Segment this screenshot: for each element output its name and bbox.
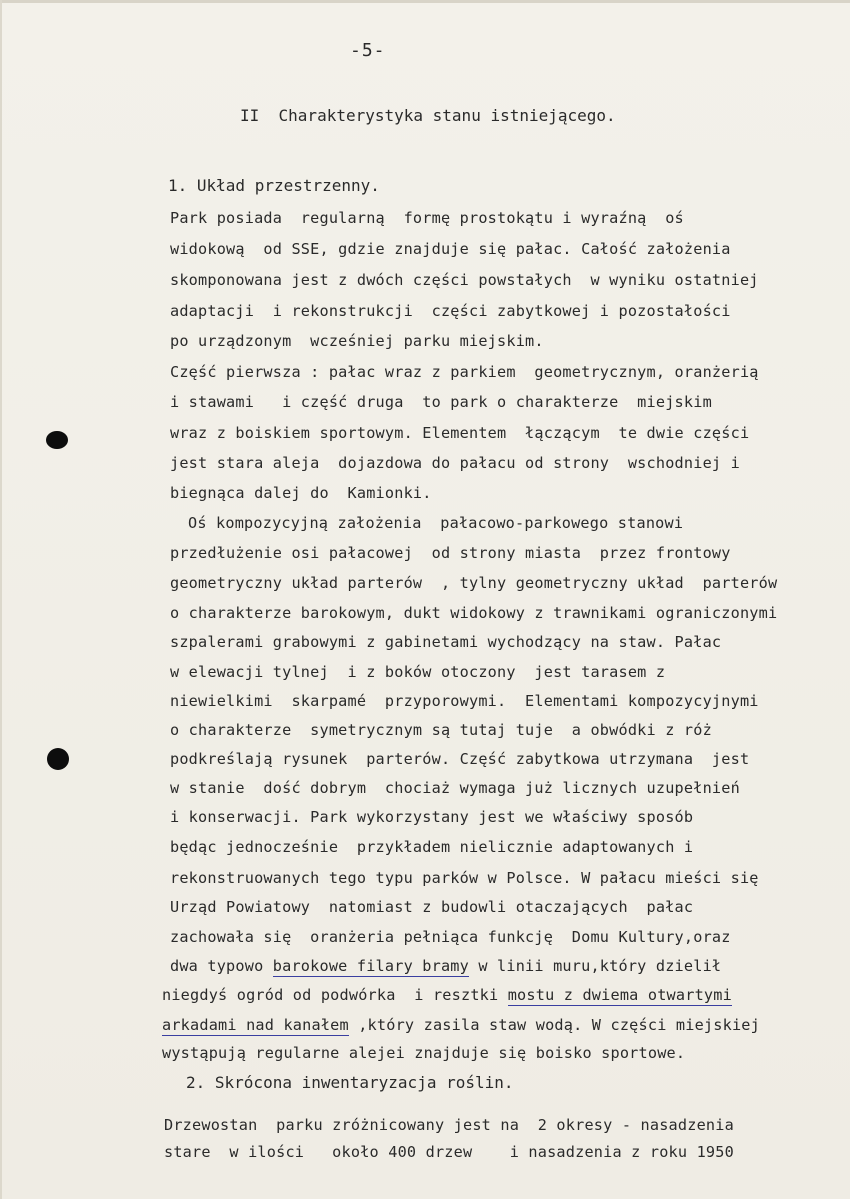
text-line: Urząd Powiatowy natomiast z budowli otaczających pałac <box>170 898 694 916</box>
text-segment: dwa typowo <box>170 957 273 975</box>
text-line: Park posiada regularną formę prostokątu i wyraźną oś <box>170 209 684 227</box>
section-title-1: 1. Układ przestrzenny. <box>168 176 380 195</box>
text-line: po urządzonym wcześniej parku miejskim. <box>170 332 544 350</box>
text-line: zachowała się oranżeria pełniąca funkcję Domu Kultury,oraz <box>170 928 731 946</box>
text-segment: w linii muru,który dzielił <box>469 957 722 975</box>
text-line: będąc jednocześnie przykładem nielicznie adaptowanych i <box>170 838 694 856</box>
text-line: wraz z boiskiem sportowym. Elementem łączącym te dwie części <box>170 424 750 442</box>
punch-hole-upper <box>46 431 68 449</box>
text-line-barokowe <box>170 957 721 975</box>
text-line: jest stara aleja dojazdowa do pałacu od strony wschodniej i <box>170 454 740 472</box>
text-line: rekonstruowanych tego typu parków w Polsce. W pałacu mieści się <box>170 869 759 887</box>
text-segment: niegdyś ogród od podwórka i resztki <box>162 986 508 1004</box>
page-edge-left <box>0 0 2 1199</box>
text-line: szpalerami grabowymi z gabinetami wychodzący na staw. Pałac <box>170 633 722 651</box>
text-line: stare w ilości około 400 drzew i nasadzenia z roku 1950 <box>164 1143 734 1161</box>
punch-hole-lower <box>47 748 69 770</box>
chapter-heading: II Charakterystyka stanu istniejącego. <box>240 106 616 125</box>
text-line: widokową od SSE, gdzie znajduje się pałac. Całość założenia <box>170 240 731 258</box>
text-line: niewielkimi skarpamé przyporowymi. Elementami kompozycyjnymi <box>170 692 759 710</box>
text-line-arkadami <box>162 1016 760 1034</box>
text-line: geometryczny układ parterów , tylny geometryczny układ parterów <box>170 574 778 592</box>
text-segment: ,który zasila staw wodą. W części miejskiej <box>348 1016 760 1034</box>
section-title-2: 2. Skrócona inwentaryzacja roślin. <box>186 1073 514 1092</box>
text-line: w elewacji tylnej i z boków otoczony jest tarasem z <box>170 663 666 681</box>
underlined-barokowe-filary-bramy: barokowe filary bramy <box>272 957 469 975</box>
text-line: adaptacji i rekonstrukcji części zabytkowej i pozostałości <box>170 302 731 320</box>
text-line: i konserwacji. Park wykorzystany jest we właściwy sposób <box>170 808 694 826</box>
text-line: Oś kompozycyjną założenia pałacowo-parkowego stanowi <box>188 514 684 532</box>
text-line-mostu <box>162 986 732 1004</box>
page-number: -5- <box>350 40 386 61</box>
text-line: biegnąca dalej do Kamionki. <box>170 484 432 502</box>
text-line: skomponowana jest z dwóch części powstałych w wyniku ostatniej <box>170 271 759 289</box>
text-line: Część pierwsza : pałac wraz z parkiem geometrycznym, oranżerią <box>170 363 759 381</box>
text-line: o charakterze barokowym, dukt widokowy z trawnikami ograniczonymi <box>170 604 778 622</box>
text-line: o charakterze symetrycznym są tutaj tuje a obwódki z róż <box>170 721 712 739</box>
text-line: podkreślają rysunek parterów. Część zabytkowa utrzymana jest <box>170 750 750 768</box>
text-line: i stawami i część druga to park o charakterze miejskim <box>170 393 712 411</box>
underlined-arkadami-nad-kanalem: arkadami nad kanałem <box>162 1016 349 1034</box>
text-line: przedłużenie osi pałacowej od strony miasta przez frontowy <box>170 544 731 562</box>
text-line: Drzewostan parku zróżnicowany jest na 2 okresy - nasadzenia <box>164 1116 734 1134</box>
page-edge-top <box>0 0 850 3</box>
text-line: w stanie dość dobrym chociaż wymaga już licznych uzupełnień <box>170 779 740 797</box>
text-line: wystąpują regularne alejei znajduje się boisko sportowe. <box>162 1044 686 1062</box>
underlined-mostu-z-dwiema-otwartymi: mostu z dwiema otwartymi <box>507 986 732 1004</box>
